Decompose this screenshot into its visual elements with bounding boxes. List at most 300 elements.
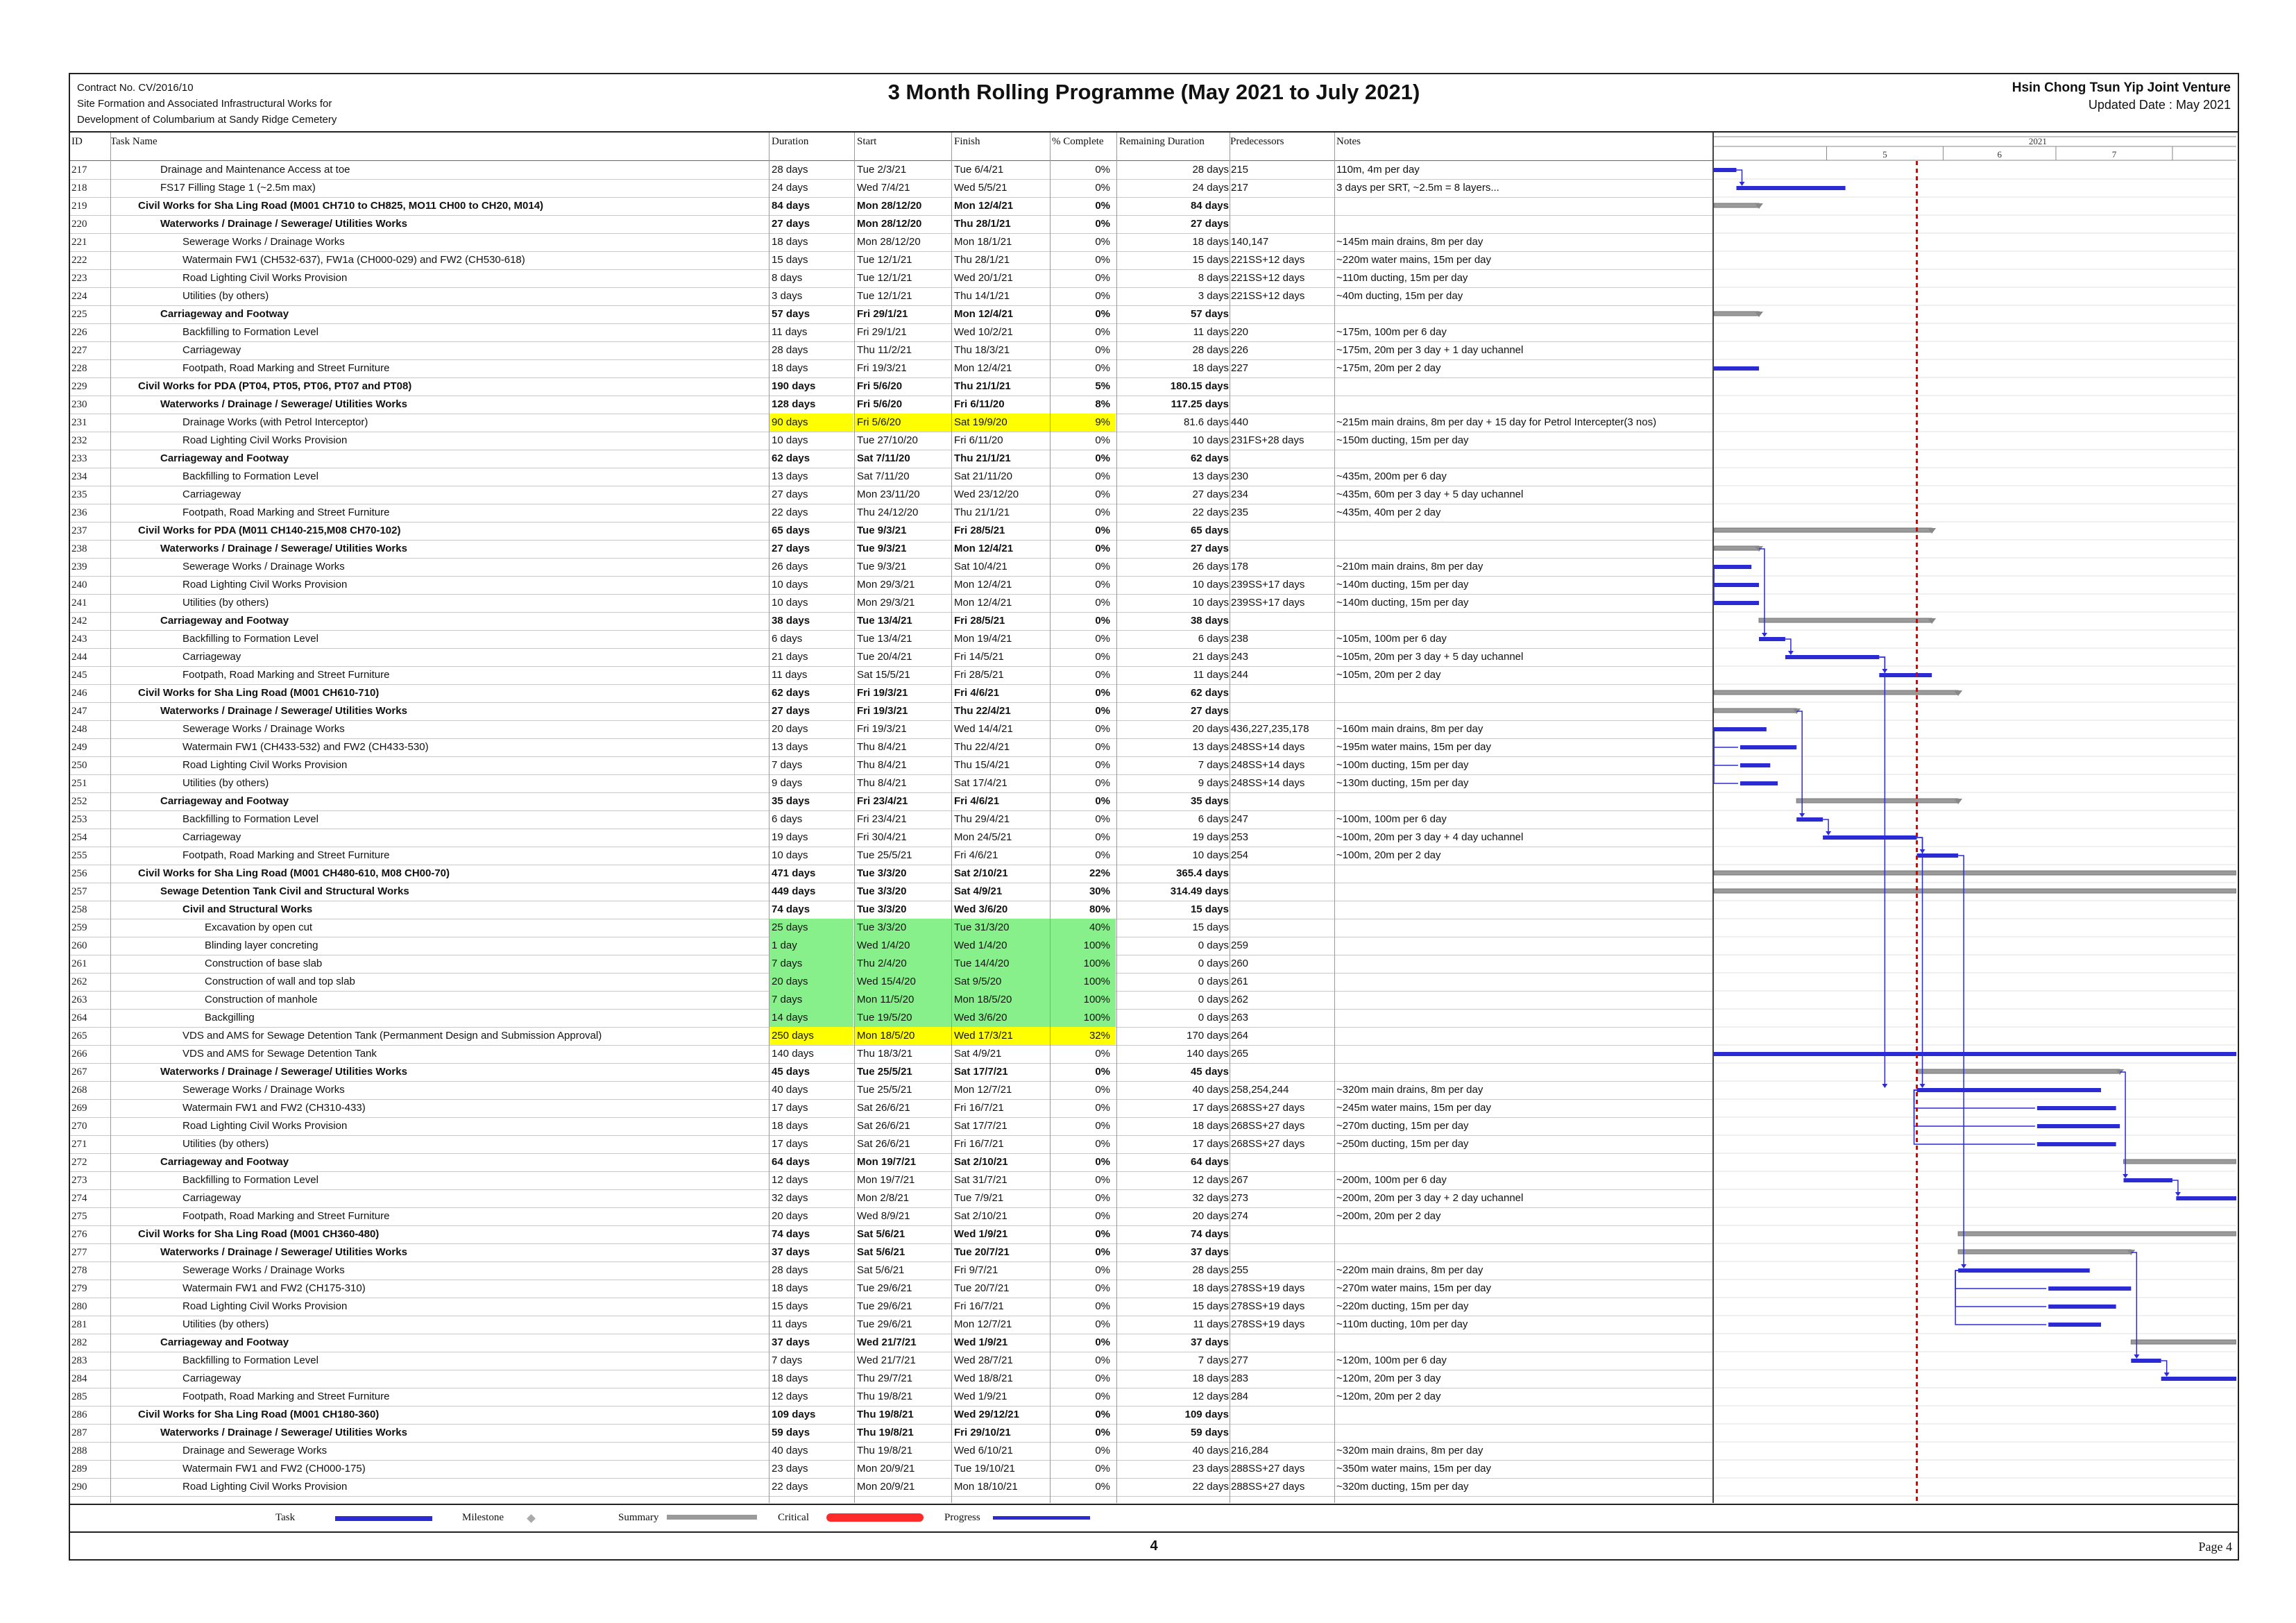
task-predecessors [1230,702,1335,720]
summary-task-row[interactable] [70,1424,1712,1443]
task-predecessors [1230,612,1335,630]
summary-task-row[interactable] [70,901,1712,919]
task-percent-complete: 9% [1050,414,1116,432]
task-duration: 32 days [772,1192,808,1204]
task-percent-complete: 0% [1095,1427,1110,1438]
task-finish: Mon 12/7/21 [954,1084,1012,1096]
task-row[interactable] [70,1189,1712,1208]
dependency-arrow [2134,1354,2139,1359]
task-id: 235 [71,489,87,500]
task-id: 288 [71,1445,87,1456]
task-remaining: 15 days [1192,254,1229,266]
task-percent-complete: 0% [1095,1445,1110,1456]
task-duration: 18 days [772,236,808,248]
task-notes: ~220m water mains, 15m per day [1336,254,1492,266]
page-number: 4 [1150,1538,1158,1554]
task-finish: Fri 6/11/20 [954,398,1005,410]
task-notes: ~120m, 100m per 6 day [1336,1354,1447,1366]
task-row[interactable] [70,648,1712,667]
task-notes: ~435m, 60m per 3 day + 5 day uchannel [1336,488,1524,500]
task-name: Backfilling to Formation Level [182,470,318,482]
task-row[interactable] [70,829,1712,847]
task-predecessors [1230,396,1335,414]
task-id: 287 [71,1427,87,1438]
task-name: Construction of base slab [205,958,323,969]
task-name: Civil Works for Sha Ling Road (M001 CH610-710) [138,687,380,699]
task-row[interactable] [70,756,1712,775]
task-name: Carriageway and Footway [160,308,289,320]
task-notes: ~160m main drains, 8m per day [1336,723,1483,735]
task-percent-complete: 100% [1050,991,1116,1009]
task-duration: 57 days [772,308,810,320]
summary-task-row[interactable] [70,450,1712,468]
task-notes [1334,1334,1715,1352]
task-finish: Tue 31/3/20 [951,919,1051,937]
task-start: Tue 9/3/21 [857,525,907,536]
task-id: 238 [71,543,87,554]
task-bar [1714,1052,2236,1056]
task-notes [1334,973,1715,991]
task-finish: Thu 21/1/21 [954,507,1010,518]
task-duration: 7 days [772,759,803,771]
task-notes: ~350m water mains, 15m per day [1336,1463,1492,1475]
task-name: Civil Works for PDA (PT04, PT05, PT06, PT07 and PT08) [138,380,412,392]
task-id: 246 [71,688,87,699]
task-bar [1737,186,1846,190]
updated-date: Updated Date : May 2021 [2088,98,2231,112]
summary-bar [1714,546,1759,550]
task-duration: 37 days [772,1246,810,1258]
task-row[interactable] [70,937,1712,955]
task-row[interactable] [70,1117,1712,1136]
task-finish: Thu 22/4/21 [954,705,1011,717]
task-percent-complete: 0% [1095,615,1110,627]
task-predecessors: 239SS+17 days [1231,597,1305,609]
task-row[interactable] [70,486,1712,504]
task-row[interactable] [70,991,1712,1010]
task-row[interactable] [70,1442,1712,1461]
task-notes [1334,684,1715,702]
task-row[interactable] [70,233,1712,252]
task-percent-complete: 0% [1095,1463,1110,1475]
task-duration: 128 days [772,398,816,410]
task-notes [1334,522,1715,540]
task-predecessors: 215 [1231,164,1249,176]
task-predecessors [1230,1334,1335,1352]
task-row[interactable] [70,1081,1712,1100]
task-start: Wed 1/4/20 [854,937,953,955]
task-start: Mon 28/12/20 [857,200,922,212]
task-finish: Fri 28/5/21 [954,669,1004,681]
task-percent-complete: 0% [1095,1264,1110,1276]
task-row[interactable] [70,1207,1712,1226]
task-predecessors [1230,1153,1335,1171]
task-id: 289 [71,1463,87,1475]
task-percent-complete: 0% [1095,218,1110,230]
summary-task-row[interactable] [70,1153,1712,1172]
summary-task-row[interactable] [70,305,1712,324]
task-percent-complete: 0% [1095,1174,1110,1186]
task-percent-complete: 0% [1095,543,1110,554]
task-percent-complete: 0% [1095,1246,1110,1258]
task-remaining: 8 days [1198,272,1229,284]
task-notes: ~105m, 20m per 3 day + 5 day uchannel [1336,651,1524,663]
task-duration: 64 days [772,1156,810,1168]
task-duration: 18 days [772,1282,808,1294]
task-row[interactable] [70,738,1712,757]
task-bar [1759,637,1785,641]
task-percent-complete: 0% [1095,507,1110,518]
task-duration: 11 days [772,1318,808,1330]
task-notes: ~140m ducting, 15m per day [1336,597,1469,609]
task-percent-complete: 32% [1050,1027,1116,1045]
task-id: 248 [71,724,87,735]
task-start: Fri 5/6/20 [857,380,903,392]
task-notes [1334,215,1715,233]
legend-milestone-swatch [527,1514,536,1523]
task-row[interactable] [70,810,1712,829]
task-name: Waterworks / Drainage / Sewerage/ Utilities Works [160,218,407,230]
task-row[interactable] [70,1478,1712,1497]
task-notes: ~435m, 200m per 6 day [1336,470,1447,482]
task-duration: 62 days [772,452,810,464]
task-id: 290 [71,1481,87,1493]
task-bar [1714,727,1767,731]
task-start: Mon 29/3/21 [857,579,915,590]
task-predecessors: 235 [1231,507,1249,518]
summary-task-row[interactable] [70,684,1712,703]
task-remaining: 27 days [1190,218,1229,230]
task-finish: Tue 19/10/21 [954,1463,1015,1475]
task-name: VDS and AMS for Sewage Detention Tank [182,1048,377,1060]
task-name: Excavation by open cut [205,921,313,933]
task-bar [2161,1377,2236,1381]
task-percent-complete: 0% [1095,1066,1110,1078]
task-finish: Fri 28/5/21 [954,525,1005,536]
task-name: Watermain FW1 (CH532-637), FW1a (CH000-029) and FW2 (CH530-618) [182,254,525,266]
task-start: Sat 5/6/21 [857,1246,905,1258]
task-row[interactable] [70,1388,1712,1407]
task-remaining: 27 days [1192,488,1229,500]
task-predecessors [1230,540,1335,558]
task-id: 280 [71,1301,87,1312]
task-predecessors: 220 [1231,326,1249,338]
task-duration: 28 days [772,164,808,176]
task-id: 267 [71,1067,87,1078]
dependency-arrow [1740,182,1745,186]
task-finish: Sat 2/10/21 [954,1210,1007,1222]
task-finish: Thu 28/1/21 [954,218,1011,230]
page-footer [70,1531,2238,1561]
summary-task-row[interactable] [70,540,1712,559]
task-start: Tue 12/1/21 [857,254,912,266]
task-name: Waterworks / Drainage / Sewerage/ Utilities Works [160,1246,407,1258]
summary-task-row[interactable] [70,792,1712,811]
task-percent-complete: 0% [1095,362,1110,374]
legend-summary-swatch [667,1515,757,1520]
task-notes [1334,1045,1715,1063]
task-name: Road Lighting Civil Works Provision [182,579,348,590]
task-start: Thu 2/4/20 [854,955,953,973]
task-name: Road Lighting Civil Works Provision [182,759,348,771]
task-row[interactable] [70,720,1712,739]
contract-description-1: Site Formation and Associated Infrastructural Works for [77,98,332,110]
task-duration: 90 days [769,414,853,432]
dependency-link [2161,1361,2167,1374]
task-duration: 22 days [772,507,808,518]
task-predecessors: 277 [1231,1354,1249,1366]
task-predecessors: 436,227,235,178 [1231,723,1309,735]
task-id: 249 [71,742,87,753]
task-percent-complete: 0% [1095,1300,1110,1312]
task-start: Tue 20/4/21 [857,651,912,663]
task-id: 218 [71,182,87,194]
task-notes: ~140m ducting, 15m per day [1336,579,1469,590]
task-bar [2037,1124,2120,1128]
dependency-link [1823,819,1828,833]
summary-task-row[interactable] [70,865,1712,883]
task-start: Thu 8/4/21 [857,759,907,771]
task-predecessors: 261 [1231,976,1249,987]
task-row[interactable] [70,341,1712,360]
task-notes: ~120m, 20m per 2 day [1336,1391,1441,1402]
task-row[interactable] [70,558,1712,577]
task-percent-complete: 0% [1095,236,1110,248]
task-duration: 21 days [772,651,808,663]
task-notes: ~200m, 20m per 2 day [1336,1210,1441,1222]
task-row[interactable] [70,1027,1712,1046]
task-bar [1714,366,1759,371]
task-row[interactable] [70,1280,1712,1298]
task-id: 250 [71,760,87,771]
task-row[interactable] [70,179,1712,198]
task-duration: 26 days [772,561,808,572]
task-predecessors [1230,197,1335,215]
task-finish: Wed 17/3/21 [951,1027,1051,1045]
summary-task-row[interactable] [70,1406,1712,1425]
task-row[interactable] [70,1171,1712,1190]
timescale-month-label: 6 [1997,149,2002,160]
task-id: 273 [71,1175,87,1186]
summary-task-row[interactable] [70,702,1712,721]
task-start: Fri 5/6/20 [854,414,953,432]
task-remaining: 0 days [1198,1012,1229,1023]
task-start: Tue 13/4/21 [857,633,912,645]
task-row[interactable] [70,973,1712,992]
task-id: 240 [71,579,87,590]
task-row[interactable] [70,576,1712,595]
task-row[interactable] [70,468,1712,486]
task-row[interactable] [70,1460,1712,1479]
dependency-arrow [1788,651,1794,655]
summary-task-row[interactable] [70,215,1712,234]
task-start: Mon 20/9/21 [857,1481,915,1493]
task-remaining: 10 days [1192,579,1229,590]
dependency-link [2172,1180,2178,1193]
task-id: 229 [71,381,87,392]
summary-task-row[interactable] [70,612,1712,631]
task-start: Fri 5/6/20 [857,398,903,410]
task-bar [2048,1286,2131,1291]
task-start: Fri 19/3/21 [857,687,908,699]
task-percent-complete: 0% [1095,1048,1110,1060]
task-finish: Wed 28/7/21 [954,1354,1013,1366]
task-percent-complete: 0% [1095,1192,1110,1204]
task-finish: Sat 31/7/21 [954,1174,1007,1186]
dependency-arrow [1762,633,1767,637]
task-row[interactable] [70,1298,1712,1316]
task-remaining: 109 days [1184,1409,1229,1420]
task-row[interactable] [70,1261,1712,1280]
task-percent-complete: 0% [1095,813,1110,825]
task-percent-complete: 0% [1095,1336,1110,1348]
task-predecessors: 288SS+27 days [1231,1481,1305,1493]
summary-task-row[interactable] [70,522,1712,541]
task-name: Sewerage Works / Drainage Works [182,561,345,572]
task-row[interactable] [70,269,1712,288]
task-predecessors: 268SS+27 days [1231,1120,1305,1132]
task-duration: 27 days [772,543,810,554]
task-duration: 45 days [772,1066,810,1078]
task-row[interactable] [70,504,1712,522]
task-predecessors: 221SS+12 days [1231,254,1305,266]
dependency-arrow [1961,1264,1966,1268]
task-row[interactable] [70,1009,1712,1028]
task-name: Civil Works for Sha Ling Road (M001 CH480-610, M08 CH00-70) [138,867,450,879]
task-finish: Mon 18/1/21 [954,236,1012,248]
task-start: Tue 9/3/21 [857,543,907,554]
task-percent-complete: 0% [1095,1373,1110,1384]
task-remaining: 84 days [1190,200,1229,212]
task-row[interactable] [70,1316,1712,1334]
task-start: Fri 23/4/21 [857,795,908,807]
col-divider [1050,133,1051,1503]
task-predecessors: 283 [1231,1373,1249,1384]
task-row[interactable] [70,432,1712,450]
task-row[interactable] [70,323,1712,342]
col-header-id: ID [71,136,83,147]
task-predecessors: 268SS+27 days [1231,1102,1305,1114]
task-name: Civil Works for Sha Ling Road (M001 CH360-480) [138,1228,380,1240]
task-id: 230 [71,399,87,410]
task-row[interactable] [70,287,1712,306]
task-start: Mon 23/11/20 [857,488,920,500]
task-row[interactable] [70,1099,1712,1118]
summary-task-row[interactable] [70,377,1712,396]
task-start: Mon 19/7/21 [857,1156,917,1168]
task-finish: Sat 4/9/21 [954,885,1003,897]
task-notes [1334,305,1715,323]
task-predecessors: 140,147 [1231,236,1269,248]
task-duration: 11 days [772,669,808,681]
task-id: 243 [71,634,87,645]
task-start: Tue 9/3/21 [857,561,907,572]
task-percent-complete: 0% [1095,164,1110,176]
task-row[interactable] [70,666,1712,685]
summary-task-row[interactable] [70,1243,1712,1262]
task-row[interactable] [70,414,1712,432]
task-id: 221 [71,237,87,248]
task-notes: ~200m, 100m per 6 day [1336,1174,1447,1186]
task-predecessors: 226 [1231,344,1249,356]
summary-task-row[interactable] [70,396,1712,414]
task-finish: Sat 2/10/21 [954,1156,1008,1168]
task-row[interactable] [70,359,1712,378]
task-name: FS17 Filling Stage 1 (~2.5m max) [160,182,316,194]
task-row[interactable] [70,1045,1712,1064]
task-duration: 17 days [772,1102,808,1114]
task-notes [1334,901,1715,919]
task-remaining: 3 days [1198,290,1229,302]
task-notes: ~435m, 40m per 2 day [1336,507,1441,518]
task-row[interactable] [70,774,1712,793]
task-percent-complete: 0% [1095,597,1110,609]
task-duration: 19 days [772,831,808,843]
task-notes [1334,702,1715,720]
task-finish: Mon 12/4/21 [954,579,1012,590]
task-row[interactable] [70,847,1712,865]
task-percent-complete: 0% [1095,669,1110,681]
task-duration: 109 days [772,1409,816,1420]
task-notes: ~175m, 20m per 3 day + 1 day uchannel [1336,344,1524,356]
task-row[interactable] [70,1370,1712,1388]
task-row[interactable] [70,251,1712,270]
task-finish: Mon 12/4/21 [954,597,1012,609]
task-bar [2048,1305,2116,1309]
summary-task-row[interactable] [70,1334,1712,1352]
task-remaining: 7 days [1198,1354,1229,1366]
summary-task-row[interactable] [70,1225,1712,1244]
task-name: Road Lighting Civil Works Provision [182,272,348,284]
task-start: Wed 21/7/21 [857,1336,917,1348]
task-name: Backgilling [205,1012,255,1023]
task-id: 259 [71,922,87,933]
task-duration: 250 days [769,1027,853,1045]
task-row[interactable] [70,630,1712,649]
task-row[interactable] [70,1135,1712,1154]
task-row[interactable] [70,955,1712,974]
task-finish: Fri 29/10/21 [954,1427,1011,1438]
task-notes: ~110m ducting, 15m per day [1336,272,1468,284]
task-finish: Wed 1/9/21 [954,1336,1008,1348]
col-divider [854,133,855,1503]
summary-task-row[interactable] [70,883,1712,901]
task-name: Footpath, Road Marking and Street Furniture [182,1210,390,1222]
task-predecessors [1230,1063,1335,1081]
task-percent-complete: 0% [1095,1084,1110,1096]
task-predecessors: 265 [1231,1048,1249,1060]
task-remaining: 81.6 days [1183,416,1229,428]
task-row[interactable] [70,919,1712,937]
summary-task-row[interactable] [70,1063,1712,1082]
task-row[interactable] [70,161,1712,180]
task-row[interactable] [70,594,1712,613]
task-start: Sat 5/6/21 [857,1264,905,1276]
task-row[interactable] [70,1352,1712,1370]
task-id: 257 [71,886,87,897]
task-percent-complete: 0% [1095,1391,1110,1402]
task-id: 269 [71,1103,87,1114]
task-predecessors: 231FS+28 days [1231,434,1304,446]
task-name: Road Lighting Civil Works Provision [182,1300,348,1312]
task-notes: ~110m ducting, 10m per day [1336,1318,1468,1330]
task-predecessors [1230,215,1335,233]
task-remaining: 314.49 days [1170,885,1229,897]
task-duration: 15 days [772,1300,808,1312]
task-id: 266 [71,1048,87,1060]
task-notes [1334,1027,1715,1045]
summary-task-row[interactable] [70,197,1712,216]
